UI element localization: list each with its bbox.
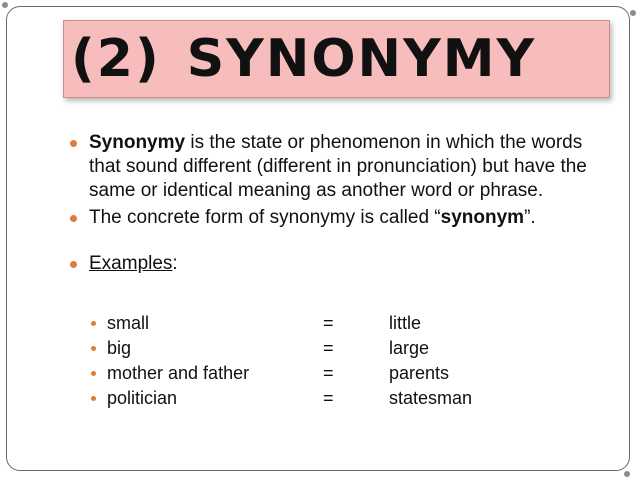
slide-title (71, 24, 536, 94)
sub-bullet-dot-icon (91, 346, 96, 351)
title-word: SYNONYMY (186, 29, 537, 89)
examples-colon: : (172, 253, 178, 274)
frame-corner-dot (624, 471, 630, 477)
example-word: politician (107, 388, 178, 408)
sub-bullet-dot-icon (91, 321, 96, 326)
example-equals: = (323, 313, 334, 333)
sub-bullet-dot-icon (91, 396, 96, 401)
definition-text: is the state or phenomenon in which the words that sound different (different in pronunciation) but have the same or identical meaning as another word or phrase. (89, 132, 587, 201)
example-word: mother and father (107, 363, 250, 383)
concrete-form-prefix: The concrete form of synonymy is called “ (89, 207, 441, 228)
concrete-form-term: synonym (440, 207, 525, 228)
example-synonym: large (389, 338, 430, 358)
example-synonym: parents (389, 363, 450, 383)
example-synonym: little (389, 313, 422, 333)
example-equals: = (323, 388, 334, 408)
frame-corner-dot (2, 2, 8, 8)
example-row (90, 311, 510, 336)
example-equals: = (323, 338, 334, 358)
definition-term: Synonymy (89, 132, 186, 153)
bullet-definition (70, 131, 610, 203)
bullet-dot-icon (70, 140, 77, 147)
bullet-dot-icon (70, 261, 77, 268)
examples-list (90, 311, 510, 411)
bullet-examples-heading (70, 252, 610, 276)
example-row (90, 361, 510, 386)
example-word: big (107, 338, 132, 358)
sub-bullet-dot-icon (91, 371, 96, 376)
concrete-form-suffix: ”. (524, 207, 536, 228)
bullet-list (70, 131, 610, 276)
example-equals: = (323, 363, 334, 383)
title-number: (2) (71, 29, 161, 89)
example-word: small (107, 313, 150, 333)
bullet-concrete-form (70, 206, 610, 230)
examples-label: Examples (89, 253, 173, 274)
bullet-dot-icon (70, 215, 77, 222)
example-synonym: statesman (389, 388, 473, 408)
frame-corner-dot (630, 10, 636, 16)
example-row (90, 386, 510, 411)
example-row (90, 336, 510, 361)
